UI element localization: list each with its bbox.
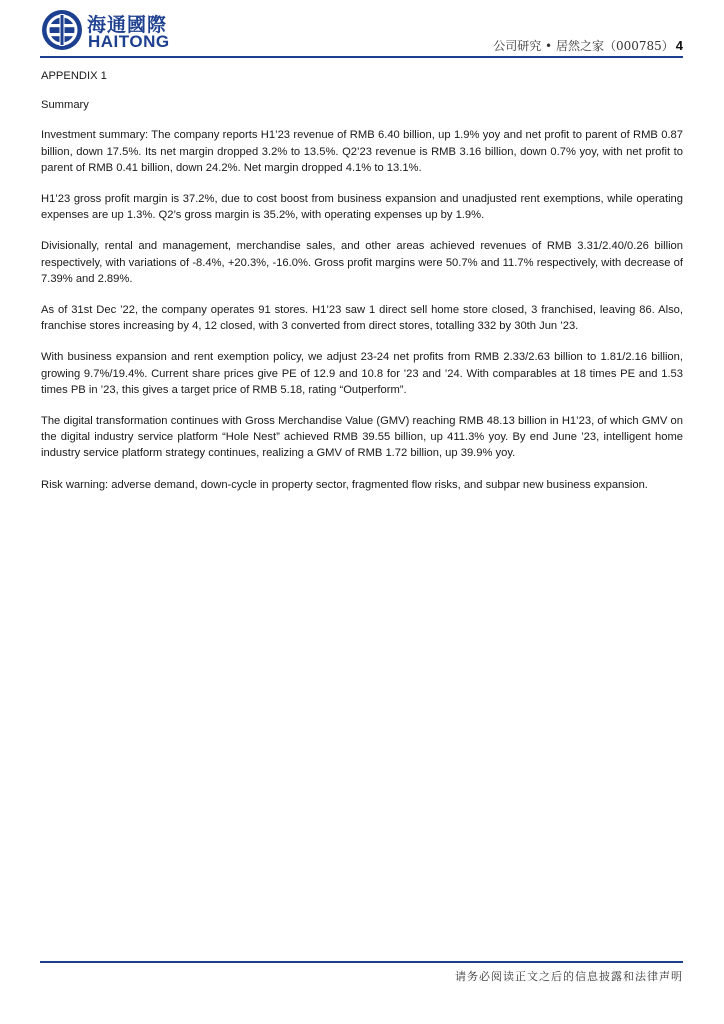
paragraph-valuation: With business expansion and rent exemption policy, we adjust 23-24 net profits from RMB 2.33/2.63 billion to 1.81/2.16 billion, growing 9.7%/19.4%. Current share prices give PE of 12.9 and 10.8 for ’23 and ’24. With comparables at 18 times PE and 1.53 times PB in ’23, this gives a target price of RMB 5.18, rating “Outperform”. <box>41 351 683 396</box>
paragraph-stores: As of 31st Dec ’22, the company operates 91 stores. H1’23 saw 1 direct sell home store closed, 3 franchised, leaving 86. Also, franchise stores increasing by 4, 12 closed, with 3 converted from direct stores, totalling 332 by 30th Jun ’23. <box>41 304 683 333</box>
paragraph-digital: The digital transformation continues with Gross Merchandise Value (GMV) reaching RMB 48.13 billion in H1’23, of which GMV on the digital industry service platform “Hole Nest” achieved RMB 39.55 billion, up 411.3% yoy. By end June ’23, intelligent home industry service platform strategy continues, realizing a GMV of RMB 1.72 billion, up 39.9% yoy. <box>41 415 683 460</box>
paragraph-investment-summary: Investment summary: The company reports H1’23 revenue of RMB 6.40 billion, up 1.9% yoy and net profit to parent of RMB 0.87 billion, down 17.5%. Its net margin dropped 3.2% to 13.5%. Q2’23 revenue is RMB 3.16 billion, down 0.7% yoy, with net profit to parent of RMB 0.41 billion, down 24.2%. Net margin dropped 4.1% to 13.1%. <box>41 129 683 174</box>
logo-english-text: HAITONG <box>88 32 170 51</box>
page-number: 4 <box>675 38 683 53</box>
paragraph-gross-margin: H1’23 gross profit margin is 37.2%, due to cost boost from business expansion and unadjusted rent exemptions, while operating expenses are up 1.3%. Q2’s gross margin is 35.2%, with operating expenses up by 1.9%. <box>41 193 683 222</box>
haitong-logo <box>40 8 170 52</box>
section-title: Summary <box>41 99 89 112</box>
page-header <box>0 0 724 60</box>
paragraph-divisional: Divisionally, rental and management, merchandise sales, and other areas achieved revenues of RMB 3.31/2.40/0.26 billion respectively, with variations of -8.4%, +20.3%, -16.0%. Gross profit margins were 50.7% and 11.7% respectively, with decrease of 7.39% and 2.89%. <box>41 240 683 285</box>
footer-divider <box>40 961 683 963</box>
report-header-label <box>493 37 683 54</box>
paragraph-risk-warning: Risk warning: adverse demand, down-cycle in property sector, fragmented flow risks, and subpar new business expansion. <box>41 478 648 491</box>
logo-chinese-text: 海通國際 <box>87 14 168 36</box>
haitong-emblem-icon <box>40 8 84 52</box>
report-title: 公司研究 • 居然之家（000785） <box>493 39 674 53</box>
report-body <box>41 68 683 508</box>
appendix-label: APPENDIX 1 <box>41 70 107 82</box>
footer-disclaimer: 请务必阅读正文之后的信息披露和法律声明 <box>455 970 683 983</box>
header-divider <box>40 56 683 58</box>
